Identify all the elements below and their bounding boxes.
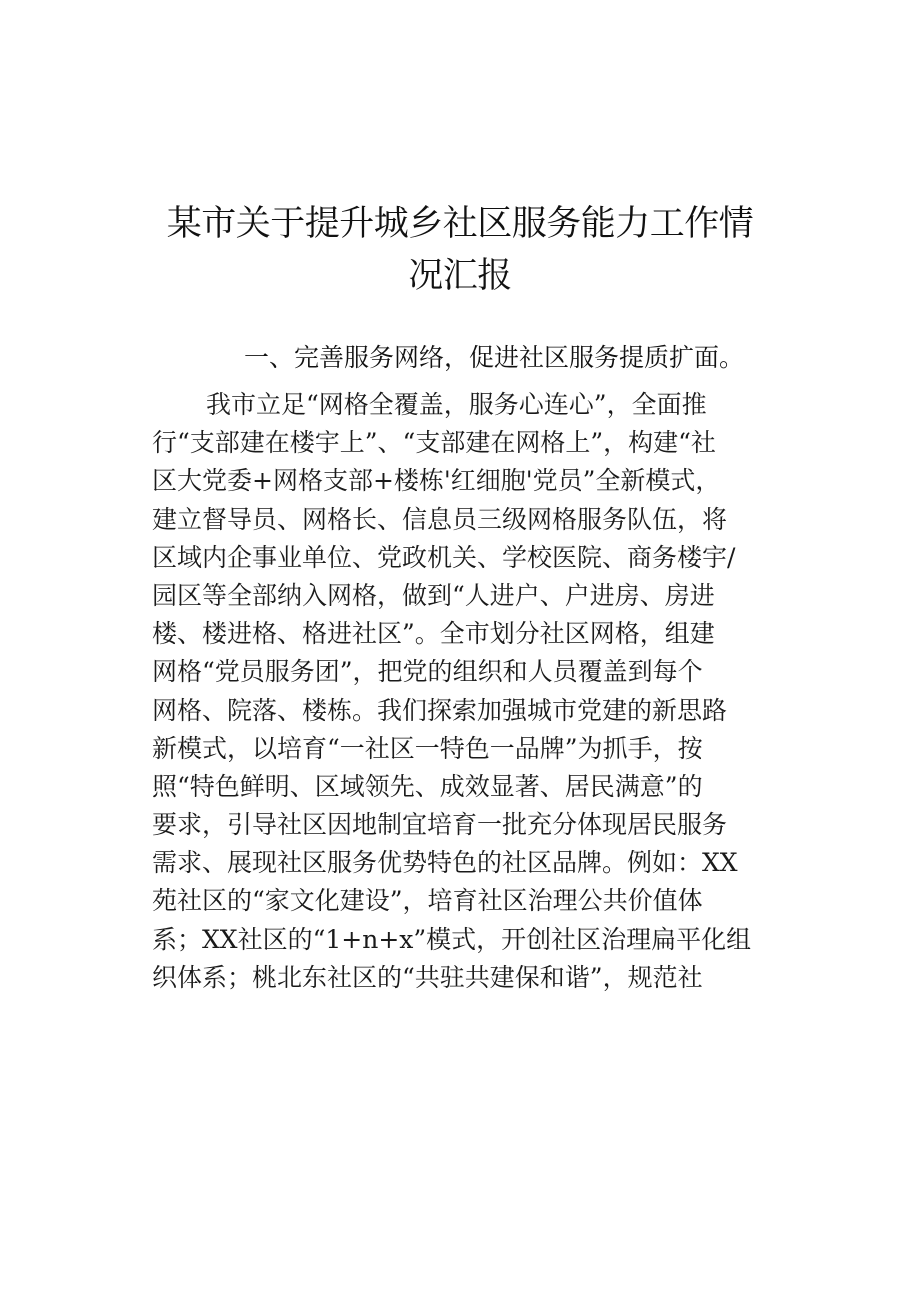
body-line: 园区等全部纳入网格，做到“人进户、户进房、房进 xyxy=(152,580,715,610)
body-line: 新模式，以培育“一社区一特色一品牌”为抓手，按 xyxy=(152,733,703,763)
title-line-2: 况汇报 xyxy=(408,256,512,296)
title-line-1: 某市关于提升城乡社区服务能力工作情 xyxy=(166,204,754,244)
body-line: 区域内企事业单位、党政机关、学校医院、商务楼宇/ xyxy=(152,542,736,572)
body-line: 区大党委+网格支部+楼栋'红细胞'党员”全新模式， xyxy=(152,466,721,496)
document-title xyxy=(140,198,780,302)
body-line: 需求、展现社区服务优势特色的社区品牌。例如：XX xyxy=(152,848,738,878)
section-heading: 一、完善服务网络，促进社区服务提质扩面。 xyxy=(244,343,745,372)
body-line: 织体系；桃北东社区的“共驻共建保和谐”，规范社 xyxy=(152,962,703,992)
body-line: 楼、楼进格、格进社区”。全市划分社区网格，组建 xyxy=(152,619,715,649)
body-line: 我市立足“网格全覆盖，服务心连心”，全面推 xyxy=(206,390,707,419)
body-line: 行“支部建在楼宇上”、“支部建在网格上”，构建“社 xyxy=(152,428,716,458)
body-line: 网格、院落、楼栋。我们探索加强城市党建的新思路 xyxy=(152,695,728,725)
body-line: 苑社区的“家文化建设”，培育社区治理公共价值体 xyxy=(152,886,703,916)
body-line: 要求，引导社区因地制宜培育一批充分体现居民服务 xyxy=(152,810,728,840)
body-paragraph xyxy=(152,386,792,997)
body-line: 建立督导员、网格长、信息员三级网格服务队伍，将 xyxy=(152,504,728,534)
body-line: 照“特色鲜明、区域领先、成效显著、居民满意”的 xyxy=(152,771,703,801)
body-line: 系；XX社区的“1+n+x”模式，开创社区治理扁平化组 xyxy=(152,924,752,954)
body-line: 网格“党员服务团”，把党的组织和人员覆盖到每个 xyxy=(152,657,703,687)
